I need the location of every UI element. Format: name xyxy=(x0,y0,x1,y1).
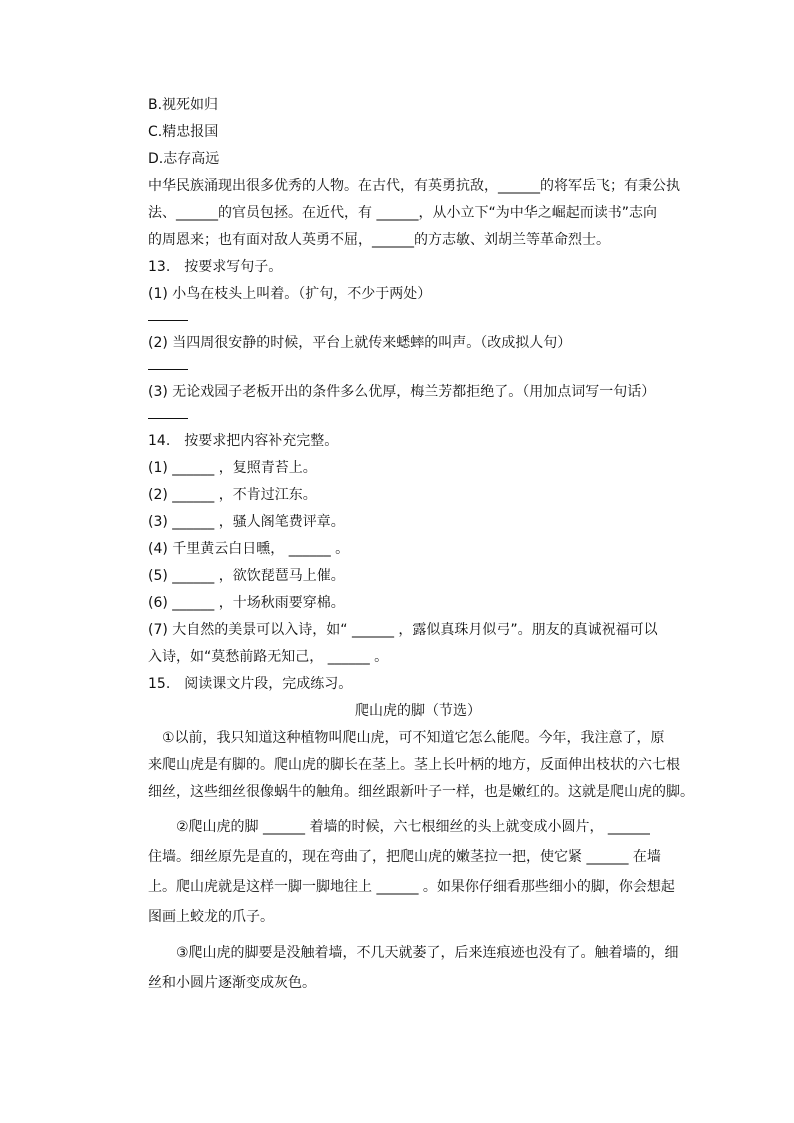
fill-passage-line-3: 的周恩来；也有面对敌人英勇不屈，______的方志敏、刘胡兰等革命烈士。 xyxy=(148,232,610,248)
q14-item-5: (5) ______ ，欲饮琵琶马上催。 xyxy=(148,568,345,584)
q14-item-3: (3) ______ ，骚人阁笔费评章。 xyxy=(148,514,345,530)
q13-answer-line-2[interactable] xyxy=(148,357,688,379)
q14-item-4: (4) 千里黄云白日曛， ______ 。 xyxy=(148,541,350,557)
option-c: C.精忠报国 xyxy=(148,124,219,140)
q14-item-7b: 入诗，如“莫愁前路无知己， ______ 。 xyxy=(148,649,389,665)
q15-para1-line-3: 细丝，这些细丝很像蜗牛的触角。细丝跟新叶子一样，也是嫩红的。这就是爬山虎的脚。 xyxy=(148,784,694,800)
q13-item-1: (1) 小鸟在枝头上叫着。（扩句，不少于两处） xyxy=(148,286,432,302)
option-b: B.视死如归 xyxy=(148,97,219,113)
q15-para1-line-1: ①以前，我只知道这种植物叫爬山虎，可不知道它怎么能爬。今年，我注意了，原 xyxy=(162,730,665,746)
q14-item-6: (6) ______ ，十场秋雨要穿棉。 xyxy=(148,595,345,611)
q15-heading: 15. 阅读课文片段，完成练习。 xyxy=(148,676,353,692)
q15-para2-line-2: 住墙。细丝原先是直的，现在弯曲了，把爬山虎的嫩茎拉一把，使它紧 ______ 在墙 xyxy=(148,849,661,865)
q15-para3-line-1: ③爬山虎的脚要是没触着墙，不几天就萎了，后来连痕迹也没有了。触着墙的，细 xyxy=(176,945,679,961)
q13-item-2: (2) 当四周很安静的时候，平台上就传来蟋蟀的叫声。（改成拟人句） xyxy=(148,335,572,351)
q15-para1-line-2: 来爬山虎是有脚的。爬山虎的脚长在茎上。茎上长叶柄的地方，反面伸出枝状的六七根 xyxy=(148,757,680,773)
q14-heading: 14. 按要求把内容补充完整。 xyxy=(148,433,339,449)
q14-item-2: (2) ______ ，不肯过江东。 xyxy=(148,487,317,503)
option-d: D.志存高远 xyxy=(148,151,220,167)
document-page xyxy=(148,92,694,998)
q13-answer-line-1[interactable] xyxy=(148,308,688,330)
q15-para2-line-4: 图画上蛟龙的爪子。 xyxy=(148,909,274,925)
q13-item-3: (3) 无论戏园子老板开出的条件多么优厚，梅兰芳都拒绝了。（用加点词写一句话） xyxy=(148,384,656,400)
q15-para2-line-1: ②爬山虎的脚 ______ 着墙的时候，六七根细丝的头上就变成小圆片， ______ xyxy=(176,819,650,835)
q13-heading: 13. 按要求写句子。 xyxy=(148,259,283,275)
q14-item-7a: (7) 大自然的美景可以入诗，如“ ______ ，露似真珠月似弓”。朋友的真诚祝福可以 xyxy=(148,622,658,638)
q15-para2-line-3: 上。爬山虎就是这样一脚一脚地往上 ______ 。如果你仔细看那些细小的脚，你会想起 xyxy=(148,879,675,895)
fill-passage-line-1: 中华民族涌现出很多优秀的人物。在古代，有英勇抗敌，______的将军岳飞；有秉公执 xyxy=(148,178,680,194)
q13-answer-line-3[interactable] xyxy=(148,406,688,428)
q15-para3-line-2: 丝和小圆片逐渐变成灰色。 xyxy=(148,975,316,991)
q14-item-1: (1) ______ ，复照青苔上。 xyxy=(148,460,317,476)
q15-passage-title: 爬山虎的脚（节选） xyxy=(355,703,481,719)
fill-passage-line-2: 法、______的官员包拯。在近代，有 ______，从小立下“为中华之崛起而读书”志向 xyxy=(148,205,657,221)
